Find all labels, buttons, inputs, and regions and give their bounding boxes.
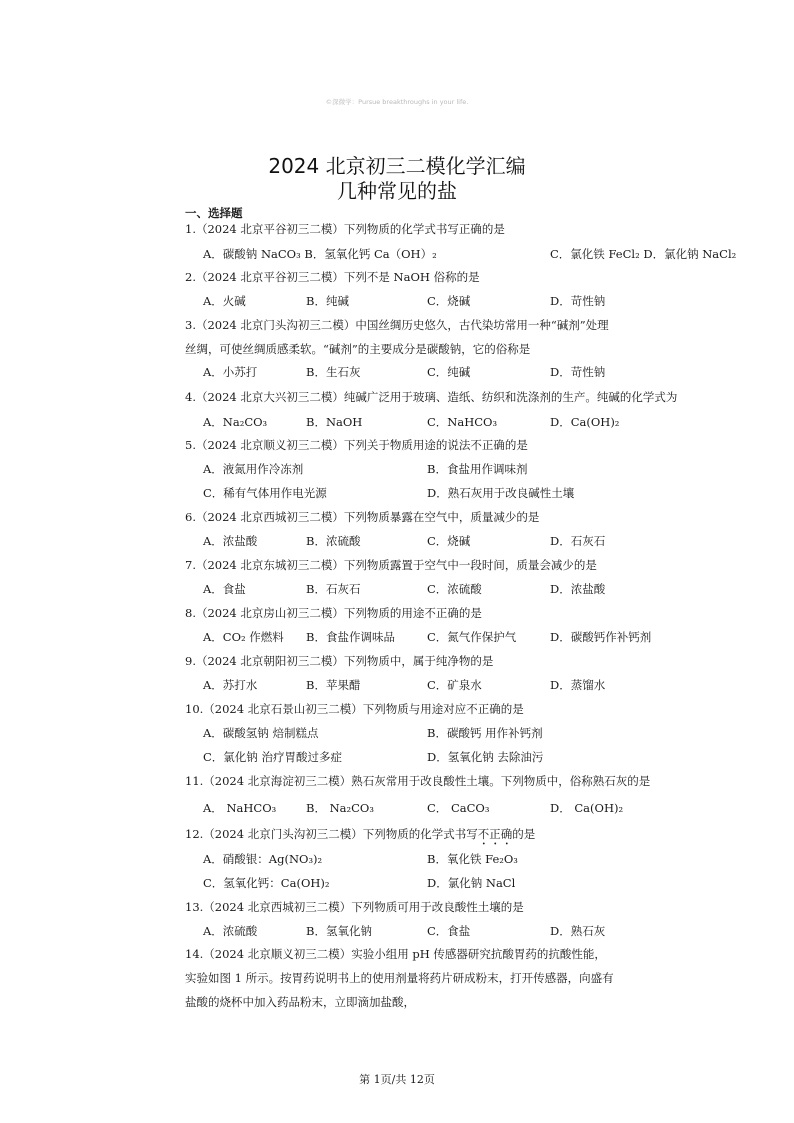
option-b: B．纯碱 (306, 294, 349, 308)
question-12-stem-start: 12.（2024 北京门头沟初三二模）下列物质的化学式书写 (185, 827, 478, 841)
option-d: D．氢氧化钠 去除油污 (427, 750, 544, 764)
option-b: B．苹果醋 (306, 678, 361, 692)
question-5-stem: 5.（2024 北京顺义初三二模）下列关于物质用途的说法不正确的是 (185, 438, 528, 452)
question-12-emphasis: 不正确 (477, 827, 513, 841)
question-10-options-row1 (203, 725, 623, 741)
question-2-stem: 2.（2024 北京平谷初三二模）下列不是 NaOH 俗称的是 (185, 270, 480, 284)
option-a: A．浓盐酸 (203, 534, 258, 548)
document-subtitle: 几种常见的盐 (337, 179, 457, 203)
question-12-stem-end: 的是 (512, 827, 536, 841)
question-11-options (203, 800, 623, 816)
section-heading: 一、选择题 (185, 206, 243, 220)
question-10-options-row2 (203, 749, 623, 765)
option-d: D．熟石灰用于改良碱性土壤 (427, 486, 575, 500)
option-a: A．浓硫酸 (203, 924, 258, 938)
question-1-stem: 1.（2024 北京平谷初三二模）下列物质的化学式书写正确的是 (185, 222, 505, 236)
option-a: A．火碱 (203, 294, 246, 308)
option-b: B．石灰石 (306, 582, 361, 596)
question-6-stem: 6.（2024 北京西城初三二模）下列物质暴露在空气中，质量减少的是 (185, 510, 540, 524)
question-8-stem: 8.（2024 北京房山初三二模）下列物质的用途不正确的是 (185, 606, 482, 620)
option-a: A． NaHCO₃ (203, 801, 277, 815)
question-6-options (203, 533, 623, 549)
option-d: D． Ca(OH)₂ (550, 801, 624, 815)
option-b: B．氢氧化钠 (306, 924, 372, 938)
question-3-stem: 3.（2024 北京门头沟初三二模）中国丝绸历史悠久，古代染坊常用一种“碱剂”处理丝绸，可使丝绸质感柔软。“碱剂”的主要成分是碳酸钠，它的俗称是 (185, 318, 609, 356)
question-9-stem: 9.（2024 北京朝阳初三二模）下列物质中，属于纯净物的是 (185, 654, 494, 668)
option-d: D．苛性钠 (550, 365, 606, 379)
option-b: B． Na₂CO₃ (306, 801, 374, 815)
option-a: A．苏打水 (203, 678, 258, 692)
option-d: D．氯化钠 NaCl (427, 876, 516, 890)
watermark: ©深微学：Pursue breakthroughs in your life. (325, 98, 469, 106)
option-a: A．食盐 (203, 582, 246, 596)
option-d: D．熟石灰 (550, 924, 606, 938)
option-d: D．蒸馏水 (550, 678, 606, 692)
option-d: D．浓盐酸 (550, 582, 606, 596)
question-5-options-row2 (203, 485, 623, 501)
option-d: D．Ca(OH)₂ (550, 415, 620, 429)
option-c: C．稀有气体用作电光源 (203, 486, 327, 500)
question-7-stem: 7.（2024 北京东城初三二模）下列物质露置于空气中一段时间，质量会减少的是 (185, 558, 597, 572)
question-1-options-ab: A．碳酸钠 NaCO₃ B．氢氧化钙 Ca（OH）₂ (203, 247, 437, 261)
question-13-stem: 13.（2024 北京西城初三二模）下列物质可用于改良酸性土壤的是 (185, 900, 524, 914)
question-12-options-row2 (203, 875, 623, 891)
question-7-options (203, 581, 623, 597)
document-title: 2024 北京初三二模化学汇编 (268, 154, 526, 178)
option-c: C．纯碱 (427, 365, 471, 379)
option-c: C．浓硫酸 (427, 582, 482, 596)
question-12-stem (185, 826, 535, 848)
question-3-options (203, 364, 623, 380)
option-c: C．氯化钠 治疗胃酸过多症 (203, 750, 342, 764)
question-1-options (203, 246, 737, 262)
question-10-stem: 10.（2024 北京石景山初三二模）下列物质与用途对应不正确的是 (185, 702, 524, 716)
page-footer: 第 1页/共 12页 (359, 1073, 435, 1086)
question-11-stem: 11.（2024 北京海淀初三二模）熟石灰常用于改良酸性土壤。下列物质中，俗称熟石灰的是 (185, 774, 651, 788)
option-b: B．NaOH (306, 415, 363, 429)
option-a: A．Na₂CO₃ (203, 415, 268, 429)
option-a: A．小苏打 (203, 365, 258, 379)
option-b: B．碳酸钙 用作补钙剂 (427, 726, 543, 740)
option-d: D．石灰石 (550, 534, 606, 548)
option-b: B．食盐用作调味剂 (427, 462, 528, 476)
question-13-options (203, 923, 623, 939)
question-2-options (203, 293, 623, 309)
option-b: B．生石灰 (306, 365, 361, 379)
option-c: C．氮气作保护气 (427, 630, 517, 644)
question-12-options-row1 (203, 851, 623, 867)
option-c: C． CaCO₃ (427, 801, 490, 815)
option-d: D．苛性钠 (550, 294, 606, 308)
option-c: C．烧碱 (427, 534, 471, 548)
option-a: A．CO₂ 作燃料 (203, 630, 284, 644)
option-b: B．氧化铁 Fe₂O₃ (427, 852, 518, 866)
option-b: B．食盐作调味品 (306, 630, 395, 644)
option-c: C．NaHCO₃ (427, 415, 498, 429)
option-b: B．浓硫酸 (306, 534, 361, 548)
question-5-options-row1 (203, 461, 623, 477)
option-c: C．氢氧化钙：Ca(OH)₂ (203, 876, 330, 890)
option-a: A．硝酸银：Ag(NO₃)₂ (203, 852, 323, 866)
question-9-options (203, 677, 623, 693)
option-c: C．食盐 (427, 924, 471, 938)
option-c: C．烧碱 (427, 294, 471, 308)
option-a: A．液氮用作冷冻剂 (203, 462, 304, 476)
question-4-options (203, 414, 623, 430)
question-8-options (203, 629, 652, 645)
question-4-stem: 4.（2024 北京大兴初三二模）纯碱广泛用于玻璃、造纸、纺织和洗涤剂的生产。纯碱的化学式为 (185, 390, 678, 404)
option-a: A．碳酸氢钠 焙制糕点 (203, 726, 319, 740)
option-c: C．矿泉水 (427, 678, 482, 692)
question-1-options-cd: C．氯化铁 FeCl₂ D．氯化钠 NaCl₂ (550, 247, 737, 261)
question-14-stem: 14.（2024 北京顺义初三二模）实验小组用 pH 传感器研究抗酸胃药的抗酸性能，实验如图 1 所示。按胃药说明书上的使用剂量将药片研成粉末，打开传感器，向盛有盐酸的烧杯中加入药品粉末，立即滴加盐酸， (185, 947, 614, 1009)
option-d: D．碳酸钙作补钙剂 (550, 630, 652, 644)
